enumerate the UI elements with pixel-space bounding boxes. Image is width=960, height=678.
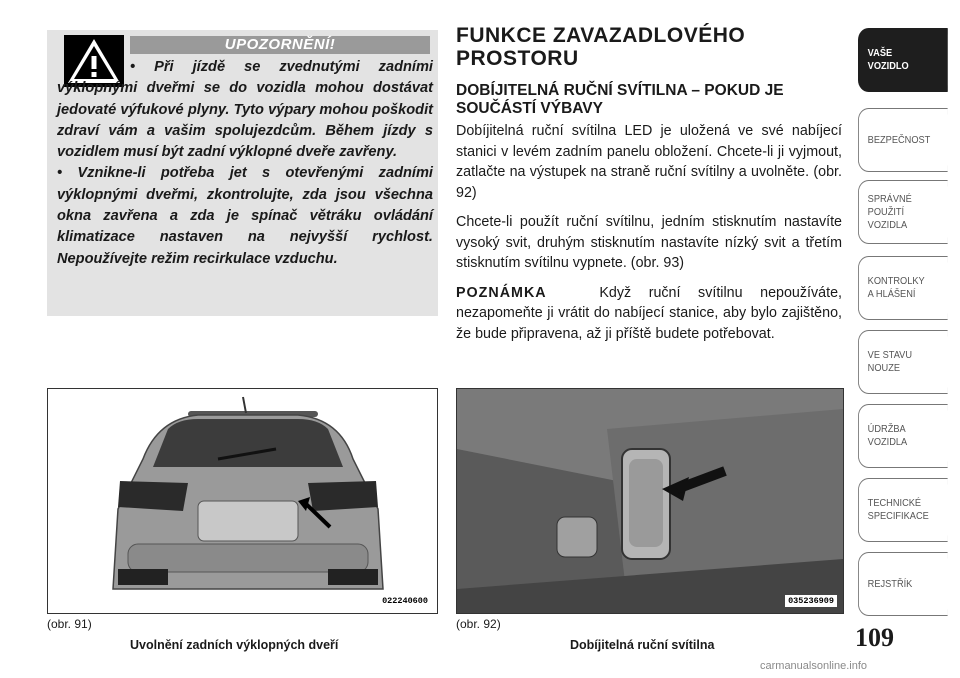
tab-spravne-pouziti[interactable] xyxy=(858,180,948,244)
figure-code: 035236909 xyxy=(785,595,837,607)
tab-technicke-specifikace[interactable] xyxy=(858,478,948,542)
note-label: POZNÁMKA xyxy=(456,284,547,301)
tab-label: BEZPEČNOST xyxy=(867,133,931,146)
vehicle-rear-illustration xyxy=(48,389,437,613)
figure-caption: Uvolnění zadních výklopných dveří xyxy=(130,638,339,652)
tab-bezpecnost[interactable] xyxy=(858,108,948,172)
tab-label: VAŠE VOZIDLO xyxy=(867,47,909,72)
figure-code: 022240600 xyxy=(379,595,431,607)
warning-paragraph-1: • Při jízdě se zvednutými zadními výklopnými dveřmi se do vozidla mohou dostávat jedovaté výfukové plyny. Tyto výpary mohou poškodit zdraví vám a vašim spolujezdcům. Během jízdy s vozidlem musí být zadní výklopné dveře zavřeny. xyxy=(57,59,433,161)
tab-label: REJSTŘÍK xyxy=(867,577,913,590)
warning-box xyxy=(47,30,438,316)
body-text xyxy=(456,121,842,353)
figure-caption: Dobíjitelná ruční svítilna xyxy=(570,638,715,652)
note-text: Když ruční svítilnu nepoužíváte, nezapomeňte ji vrátit do nabíjecí stanice, aby bylo zajištěno, že bude připravena, až ji příště budete potřebovat. xyxy=(456,284,843,342)
body-paragraph-2: Chcete-li použít ruční svítilnu, jedním stisknutím nastavíte vysoký svit, druhým stisknutím nastavíte nízký svit a třetím stisknutím svítilnu vypnete. (obr. 93) xyxy=(456,214,842,271)
figure-rear-liftgate xyxy=(47,388,438,614)
body-paragraph-1: Dobíjitelná ruční svítilna LED je uložená ve své nabíjecí stanici v levém zadním panelu obložení. Chcete-li ji vyjmout, zatlačte na výstupek na straně ruční svítilny a uvolněte. (obr. 92) xyxy=(456,123,842,201)
section-title: FUNKCE ZAVAZADLOVÉHO PROSTORU xyxy=(456,24,746,70)
watermark: carmanualsonline.info xyxy=(760,660,868,672)
warning-text xyxy=(57,57,433,270)
section-subtitle: DOBÍJITELNÁ RUČNÍ SVÍTILNA – POKUD JE SOUČÁSTÍ VÝBAVY xyxy=(456,82,784,117)
tab-vase-vozidlo[interactable] xyxy=(858,28,948,92)
tab-label: KONTROLKY A HLÁŠENÍ xyxy=(867,275,925,300)
tab-label: SPRÁVNÉ POUŽITÍ VOZIDLA xyxy=(867,192,912,231)
figure-number: (obr. 92) xyxy=(456,617,501,631)
cargo-flashlight-illustration xyxy=(457,389,843,613)
tab-ve-stavu-nouze[interactable] xyxy=(858,330,948,394)
tab-udrzba[interactable] xyxy=(858,404,948,468)
tab-label: ÚDRŽBA VOZIDLA xyxy=(867,423,908,448)
tab-label: TECHNICKÉ SPECIFIKACE xyxy=(867,497,929,522)
tab-kontrolky[interactable] xyxy=(858,256,948,320)
tab-rejstrik[interactable] xyxy=(858,552,948,616)
figure-flashlight xyxy=(456,388,844,614)
warning-paragraph-2: • Vznikne-li potřeba jet s otevřenými zadními výklopnými dveřmi, zkontrolujte, zda jsou všechna okna zavřena a zda je spínač větráku ovládání klimatizace nastaven na nejvyšší rychlost. Nepoužívejte režim recirkulace vzduchu. xyxy=(57,165,433,267)
figure-number: (obr. 91) xyxy=(47,617,92,631)
page-number: 109 xyxy=(855,623,894,652)
warning-header: UPOZORNĚNÍ! xyxy=(130,36,430,54)
tab-label: VE STAVU NOUZE xyxy=(867,349,913,374)
note-paragraph xyxy=(456,283,842,345)
